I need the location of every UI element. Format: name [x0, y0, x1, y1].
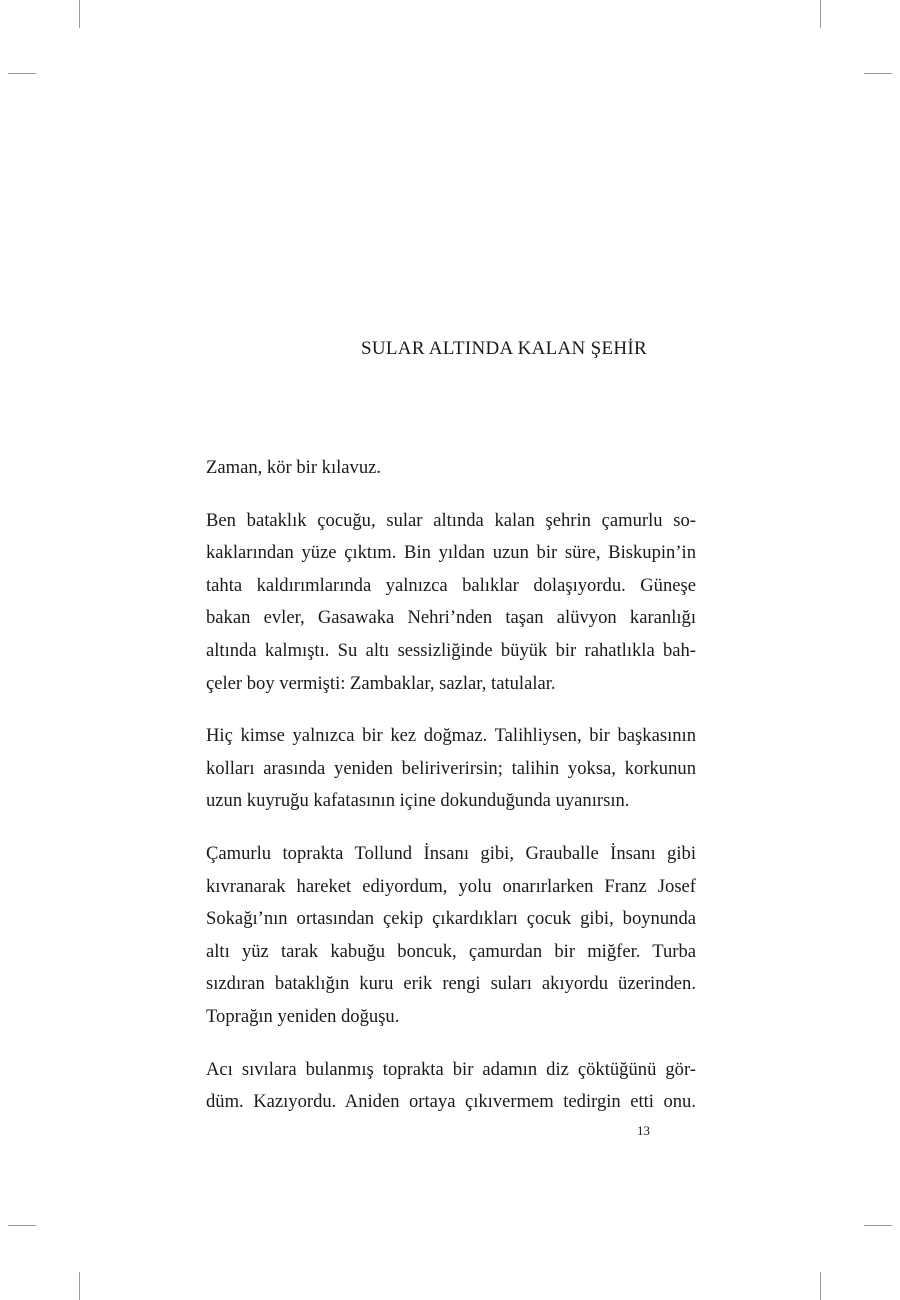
text-line: Toprağın yeniden doğuşu. [206, 1005, 400, 1027]
crop-mark-bottom-left [79, 1272, 80, 1300]
crop-mark-left-bottom [8, 1225, 36, 1226]
text-line: çeler boy vermişti: Zambaklar, sazlar, tatulalar. [206, 672, 556, 694]
text-line: Hiç kimse yalnızca bir kez doğmaz. Talihliysen, bir başkasının [206, 725, 696, 747]
paragraph-2 [206, 505, 696, 701]
paragraph-4 [206, 838, 696, 1034]
crop-mark-bottom-right [820, 1272, 821, 1300]
text-line: Çamurlu toprakta Tollund İnsanı gibi, Grauballe İnsanı gibi [206, 842, 696, 864]
paragraph-3 [206, 720, 696, 818]
text-line: sızdıran bataklığın kuru erik rengi suları akıyordu üzerinden. [206, 973, 696, 995]
text-line: Zaman, kör bir kılavuz. [206, 457, 382, 478]
chapter-title: SULAR ALTINDA KALAN ŞEHİR [361, 338, 648, 359]
text-line: altı yüz tarak kabuğu boncuk, çamurdan bir miğfer. Turba [206, 940, 696, 962]
text-line: kıvranarak hareket ediyordum, yolu onarırlarken Franz Josef [206, 875, 696, 897]
page-number: 13 [637, 1123, 650, 1138]
text-line: kolları arasında yeniden beliriverirsin; talihin yoksa, korkunun [206, 757, 696, 779]
text-line: bakan evler, Gasawaka Nehri’nden taşan alüvyon karanlığı [206, 607, 696, 629]
crop-mark-right-bottom [864, 1225, 892, 1226]
body-text [206, 452, 696, 1139]
text-line: uzun kuyruğu kafatasının içine dokunduğunda uyanırsın. [206, 790, 630, 812]
text-line: Ben bataklık çocuğu, sular altında kalan şehrin çamurlu so- [206, 509, 696, 531]
crop-mark-left-top [8, 73, 36, 74]
paragraph-1 [206, 452, 696, 485]
crop-mark-right-top [864, 73, 892, 74]
crop-mark-top-right [820, 0, 821, 28]
text-line: Sokağı’nın ortasından çekip çıkardıkları çocuk gibi, boynunda [206, 908, 696, 930]
text-line: kaklarından yüze çıktım. Bin yıldan uzun bir süre, Biskupin’in [206, 542, 696, 564]
text-line: altında kalmıştı. Su altı sessizliğinde büyük bir rahatlıkla bah- [206, 639, 696, 661]
crop-mark-top-left [79, 0, 80, 28]
text-line: tahta kaldırımlarında yalnızca balıklar dolaşıyordu. Güneşe [206, 574, 696, 596]
text-line: Acı sıvılara bulanmış toprakta bir adamın diz çöktüğünü gör- [206, 1058, 696, 1080]
text-line: düm. Kazıyordu. Aniden ortaya çıkıvermem tedirgin etti onu. [206, 1091, 696, 1113]
paragraph-5 [206, 1054, 696, 1119]
